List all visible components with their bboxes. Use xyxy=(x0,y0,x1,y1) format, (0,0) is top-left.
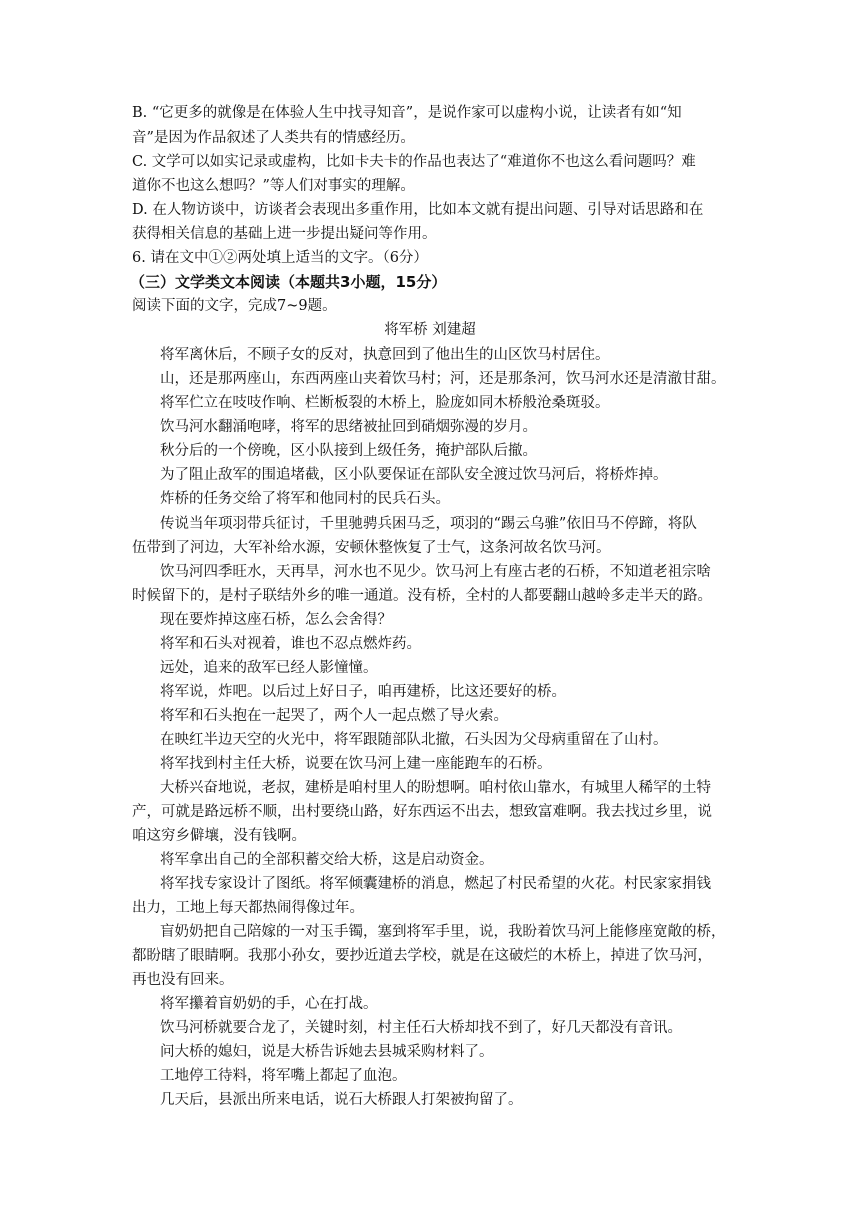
option-c-line2: 道你不也这么想吗？”等人们对事实的理解。 xyxy=(132,178,415,194)
story-line: 将军伫立在吱吱作响、栏断板裂的木桥上，脸庞如同木桥般沧桑斑驳。 xyxy=(160,395,610,411)
story-line: 再也没有回来。 xyxy=(132,972,234,988)
story-line: 问大桥的媳妇，说是大桥告诉她去县城采购材料了。 xyxy=(160,1044,494,1060)
section-heading: （三）文学类文本阅读（本题共3小题，15分） xyxy=(130,273,447,291)
story-line: 大桥兴奋地说，老叔，建桥是咱村里人的盼想啊。咱村依山靠水，有城里人稀罕的土特 xyxy=(160,780,711,796)
story-line: 将军说，炸吧。以后过上好日子，咱再建桥，比这还要好的桥。 xyxy=(160,684,566,700)
story-line: 饮马河桥就要合龙了，关键时刻，村主任石大桥却找不到了，好几天都没有音讯。 xyxy=(160,1020,682,1036)
story-line: 为了阻止敌军的围追堵截，区小队要保证在部队安全渡过饮马河后，将桥炸掉。 xyxy=(160,467,668,483)
story-title: 将军桥 刘建超 xyxy=(384,322,476,338)
story-line: 伍带到了河边，大军补给水源，安顿休整恢复了士气，这条河故名饮马河。 xyxy=(132,540,611,556)
story-line: 秋分后的一个傍晚，区小队接到上级任务，掩护部队后撤。 xyxy=(160,443,537,459)
story-line: 饮马河水翻涌咆哮，将军的思绪被扯回到硝烟弥漫的岁月。 xyxy=(160,419,537,435)
option-b-line1: B. “它更多的就像是在体验人生中找寻知音”，是说作家可以虚构小说，让读者有如“知 xyxy=(132,105,682,121)
story-line: 将军和石头抱在一起哭了，两个人一起点燃了导火索。 xyxy=(160,708,508,724)
story-line: 山，还是那两座山，东西两座山夹着饮马村；河，还是那条河，饮马河水还是清澈甘甜。 xyxy=(160,371,726,387)
story-line: 将军拿出自己的全部积蓄交给大桥，这是启动资金。 xyxy=(160,852,494,868)
option-c-line1: C. 文学可以如实记录或虚构，比如卡夫卡的作品也表达了“难道你不也这么看问题吗？难 xyxy=(132,154,696,170)
story-line: 现在要炸掉这座石桥，怎么会舍得？ xyxy=(160,612,392,628)
story-line: 将军攥着盲奶奶的手，心在打战。 xyxy=(160,996,378,1012)
option-d-line1: D. 在人物访谈中，访谈者会表现出多重作用，比如本文就有提出问题、引导对话思路和在 xyxy=(132,202,704,218)
story-line: 咱这穷乡僻壤，没有钱啊。 xyxy=(132,828,306,844)
story-line: 炸桥的任务交给了将军和他同村的民兵石头。 xyxy=(160,491,450,507)
story-line: 产，可就是路远桥不顺，出村要绕山路，好东西运不出去，想致富难啊。我去找过乡里，说 xyxy=(132,804,712,820)
story-line: 在映红半边天空的火光中，将军跟随部队北撤，石头因为父母病重留在了山村。 xyxy=(160,732,668,748)
option-b-line2: 音”是因为作品叙述了人类共有的情感经历。 xyxy=(132,130,415,146)
story-line: 都盼瞎了眼睛啊。我那小孙女，要抄近道去学校，就是在这破烂的木桥上，掉进了饮马河， xyxy=(132,948,712,964)
story-line: 工地停工待料，将军嘴上都起了血泡。 xyxy=(160,1068,407,1084)
story-line: 将军找专家设计了图纸。将军倾囊建桥的消息，燃起了村民希望的火花。村民家家捐钱 xyxy=(160,876,711,892)
story-line: 几天后，县派出所来电话，说石大桥跟人打架被拘留了。 xyxy=(160,1092,523,1108)
option-d-line2: 获得相关信息的基础上进一步提出疑问等作用。 xyxy=(132,226,437,242)
story-line: 远处，追来的敌军已经人影憧憧。 xyxy=(160,660,378,676)
story-line: 将军离休后，不顾子女的反对，执意回到了他出生的山区饮马村居住。 xyxy=(160,347,610,363)
story-line: 饮马河四季旺水，天再旱，河水也不见少。饮马河上有座古老的石桥，不知道老祖宗啥 xyxy=(160,564,711,580)
story-line: 出力，工地上每天都热闹得像过年。 xyxy=(132,900,364,916)
story-line: 盲奶奶把自己陪嫁的一对玉手镯，塞到将军手里，说，我盼着饮马河上能修座宽敞的桥， xyxy=(160,924,726,940)
story-line: 将军和石头对视着，谁也不忍点燃炸药。 xyxy=(160,636,421,652)
story-line: 传说当年项羽带兵征讨，千里驰骋兵困马乏，项羽的“踢云乌骓”依旧马不停蹄，将队 xyxy=(160,516,697,532)
story-line: 时候留下的，是村子联结外乡的唯一通道。没有桥，全村的人都要翻山越岭多走半天的路。 xyxy=(132,588,712,604)
question-6: 6. 请在文中①②两处填上适当的文字。（6分） xyxy=(132,250,428,266)
section-instruction: 阅读下面的文字，完成7~9题。 xyxy=(132,298,337,314)
story-line: 将军找到村主任大桥，说要在饮马河上建一座能跑车的石桥。 xyxy=(160,756,552,772)
